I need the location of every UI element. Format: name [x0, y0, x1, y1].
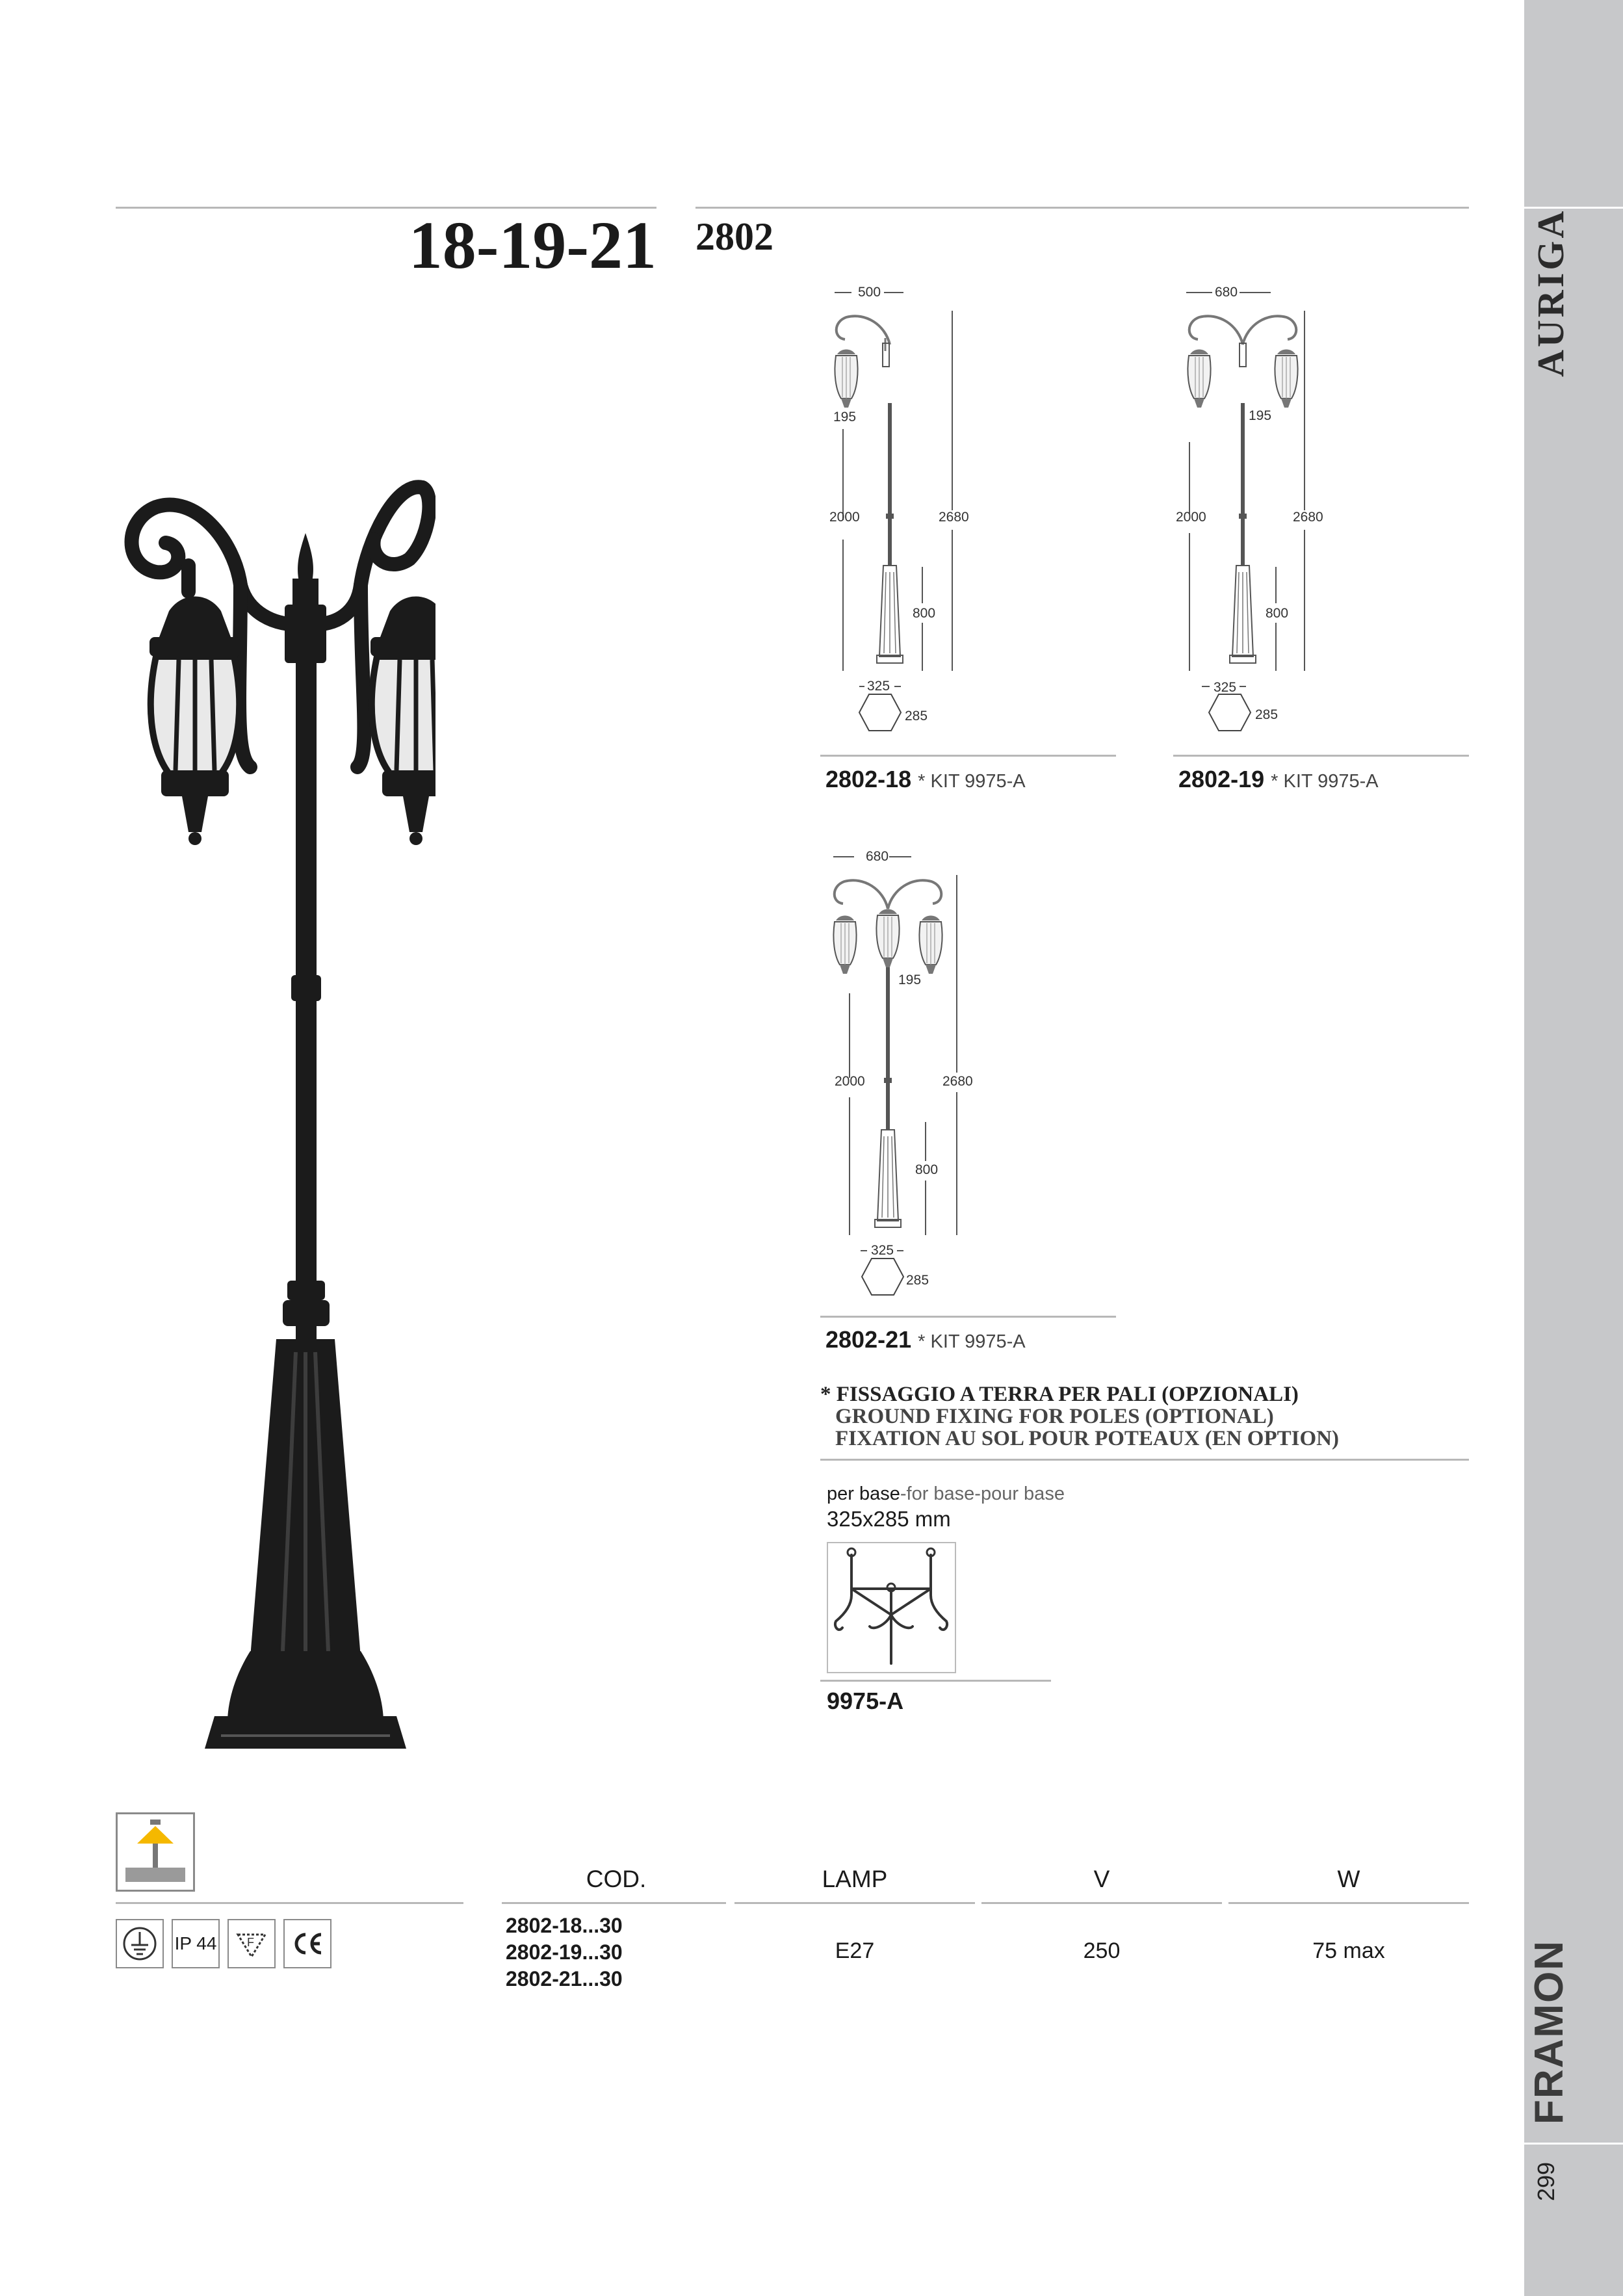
- drawing-2802-18: [820, 273, 1119, 793]
- page-number: 299: [1533, 2161, 1559, 2201]
- col-rule-cod: [502, 1902, 726, 1904]
- dim-width: 500: [858, 285, 881, 300]
- dim-base-depth: 285: [905, 709, 928, 724]
- dim-base-height: 800: [915, 1162, 939, 1177]
- dim-base-depth: 285: [906, 1273, 929, 1288]
- dim-total: 2680: [1293, 510, 1323, 525]
- product-rule: [820, 1316, 1116, 1318]
- brand-logo: FRAMON: [1527, 1939, 1572, 2124]
- col-rule-lamp: [734, 1902, 975, 1904]
- dim-lantern: 195: [833, 410, 857, 424]
- product-code: 2802-21: [825, 1326, 912, 1353]
- col-rule-v: [981, 1902, 1222, 1904]
- col-header-w: W: [1337, 1866, 1360, 1892]
- dim-base-width: 325: [871, 1243, 894, 1258]
- dim-base-width: 325: [1214, 680, 1237, 695]
- col-header-cod: COD.: [586, 1866, 647, 1892]
- note-french: FIXATION AU SOL POUR POTEAUX (EN OPTION): [835, 1427, 1339, 1450]
- lantern-left: [149, 597, 240, 846]
- cell-lamp: E27: [835, 1938, 875, 1963]
- product-label-2802-21: [825, 1326, 1026, 1353]
- dim-base-width: 325: [867, 679, 890, 694]
- product-label-2802-18: [825, 766, 1026, 793]
- dim-base-height: 800: [913, 606, 936, 621]
- header-rule-right: [695, 207, 1469, 209]
- drawing-2802-21: [820, 837, 1119, 1357]
- kit-rule: [820, 1680, 1051, 1682]
- product-kit: * KIT 9975-A: [918, 1331, 1026, 1352]
- svg-text:F: F: [247, 1936, 254, 1949]
- ground-fixing-note: [820, 1383, 1339, 1450]
- dim-width: 680: [866, 849, 889, 864]
- ip44-badge: IP 44: [172, 1919, 220, 1968]
- base-size: 325x285 mm: [827, 1507, 951, 1531]
- dim-pole: 2000: [835, 1074, 865, 1089]
- earth-ground-icon: [116, 1919, 164, 1968]
- dim-base-height: 800: [1266, 606, 1289, 621]
- col-header-lamp: LAMP: [822, 1866, 888, 1892]
- dim-lantern: 195: [898, 972, 922, 987]
- page-title: 18-19-21: [408, 208, 656, 283]
- kit-code: 9975-A: [827, 1688, 904, 1714]
- product-family: 2802: [695, 215, 773, 258]
- dim-pole: 2000: [1176, 510, 1206, 525]
- dim-total: 2680: [939, 510, 969, 525]
- product-code: 2802-19: [1178, 766, 1265, 792]
- note-english: GROUND FIXING FOR POLES (OPTIONAL): [835, 1405, 1274, 1428]
- col-header-v: V: [1093, 1866, 1110, 1892]
- icons-rule: [116, 1902, 463, 1904]
- dim-lantern: 195: [1249, 408, 1272, 423]
- note-rule: [820, 1459, 1469, 1461]
- product-code: 2802-18: [825, 766, 912, 792]
- dim-base-depth: 285: [1255, 707, 1279, 722]
- product-label-2802-19: [1178, 766, 1379, 793]
- cell-wattage: 75 max: [1312, 1938, 1385, 1963]
- base-label-it: per base: [827, 1483, 900, 1504]
- table-row-code: 2802-19...30: [506, 1940, 623, 1964]
- lantern-right: [370, 597, 435, 846]
- base-label: [827, 1483, 1065, 1505]
- ce-mark-icon: [283, 1919, 331, 1968]
- code-list: [506, 1912, 623, 1992]
- table-row-code: 2802-18...30: [506, 1914, 623, 1937]
- dim-total: 2680: [942, 1074, 973, 1089]
- ground-lamp-icon: [116, 1812, 195, 1892]
- series-name: AURIGA: [1529, 208, 1572, 377]
- dim-pole: 2000: [829, 510, 860, 525]
- drawing-2802-19: [1173, 273, 1472, 793]
- f-mark-icon: [227, 1919, 276, 1968]
- product-rule: [820, 755, 1116, 757]
- note-italian: * FISSAGGIO A TERRA PER PALI (OPZIONALI): [820, 1383, 1299, 1406]
- product-kit: * KIT 9975-A: [918, 771, 1026, 792]
- fixing-kit-image: [827, 1542, 956, 1673]
- table-row-code: 2802-21...30: [506, 1967, 623, 1990]
- sidebar-divider: [1524, 2143, 1623, 2145]
- product-kit: * KIT 9975-A: [1271, 771, 1379, 792]
- cell-voltage: 250: [1083, 1938, 1121, 1963]
- dim-width: 680: [1215, 285, 1238, 300]
- product-rule: [1173, 755, 1469, 757]
- lamp-post-photo: [110, 442, 435, 1762]
- base-label-other: -for base-pour base: [900, 1483, 1065, 1504]
- col-rule-w: [1228, 1902, 1469, 1904]
